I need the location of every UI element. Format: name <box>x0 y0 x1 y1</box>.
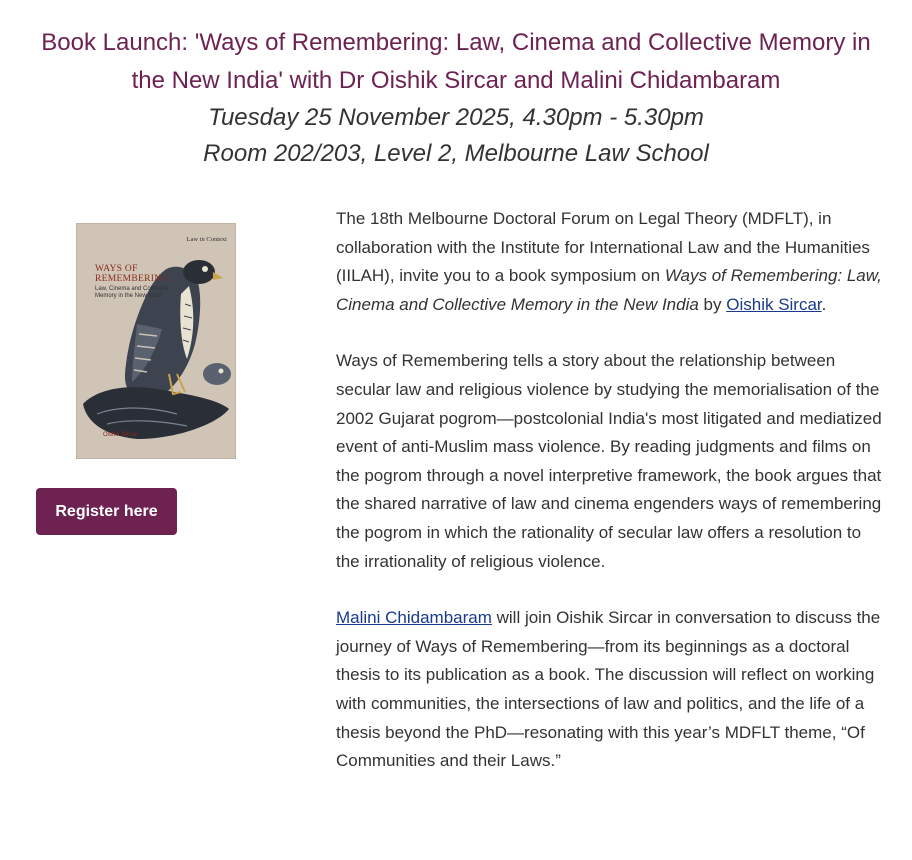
book-title-italic: Ways of Remembering: Law, Cinema and Collective Memory in the New India <box>336 266 882 314</box>
intro-end: . <box>821 294 827 314</box>
oishik-sircar-link[interactable]: Oishik Sircar <box>726 294 822 314</box>
intro-paragraph <box>336 205 882 319</box>
book-cover-image <box>77 224 235 458</box>
register-button[interactable]: Register here <box>36 488 177 535</box>
summary-paragraph: Ways of Remembering tells a story about the relationship between secular law and religious violence by studying the memorialisation of the 2002 Gujarat pogrom—postcolonial India's most litigated and mediatized event of anti-Muslim mass violence. By reading judgments and films on the pogrom through a novel interpretive framework, the book argues that the shared narrative of law and cinema engenders ways of remembering the pogrom in which the rationality of secular law offers a resolution to the irrationality of religious violence. <box>336 351 882 571</box>
book-cover-subtitle: Law, Cinema and Collective Memory in the New India <box>95 286 170 299</box>
event-location: Room 202/203, Level 2, Melbourne Law School <box>203 140 709 167</box>
conversation-paragraph <box>336 604 882 776</box>
conversation-text: will join Oishik Sircar in conversation to discuss the journey of Ways of Remembering—from its beginnings as a doctoral thesis to its publication as a book. The discussion will reflect on working with communities, the intersections of law and politics, and the life of a thesis beyond the PhD—resonating with this year’s MDFLT theme, “Of Communities and their Laws.” <box>336 608 881 771</box>
book-series-label: Law in Context <box>186 236 227 243</box>
malini-chidambaram-link[interactable]: Malini Chidambaram <box>336 608 492 628</box>
intro-text: The 18th Melbourne Doctoral Forum on Legal Theory (MDFLT), in collaboration with the Institute for International Law and the Humanities (IILAH), invite you to a book symposium on <box>336 209 870 286</box>
book-cover-author: Oishik Sircar <box>103 432 138 438</box>
event-datetime: Tuesday 25 November 2025, 4.30pm - 5.30pm <box>208 104 704 131</box>
falcon-illustration-icon <box>77 224 235 458</box>
book-cover-title <box>95 264 169 284</box>
book-cover-title-line2: REMEMBERING <box>95 274 169 284</box>
book-cover-title-line1: WAYS OF <box>95 264 138 274</box>
event-header <box>0 24 912 172</box>
event-description <box>336 205 882 804</box>
event-title: Book Launch: 'Ways of Remembering: Law, Cinema and Collective Memory in the New India' with Dr Oishik Sircar and Malini Chidambaram <box>41 29 871 94</box>
by-text: by <box>698 294 727 314</box>
